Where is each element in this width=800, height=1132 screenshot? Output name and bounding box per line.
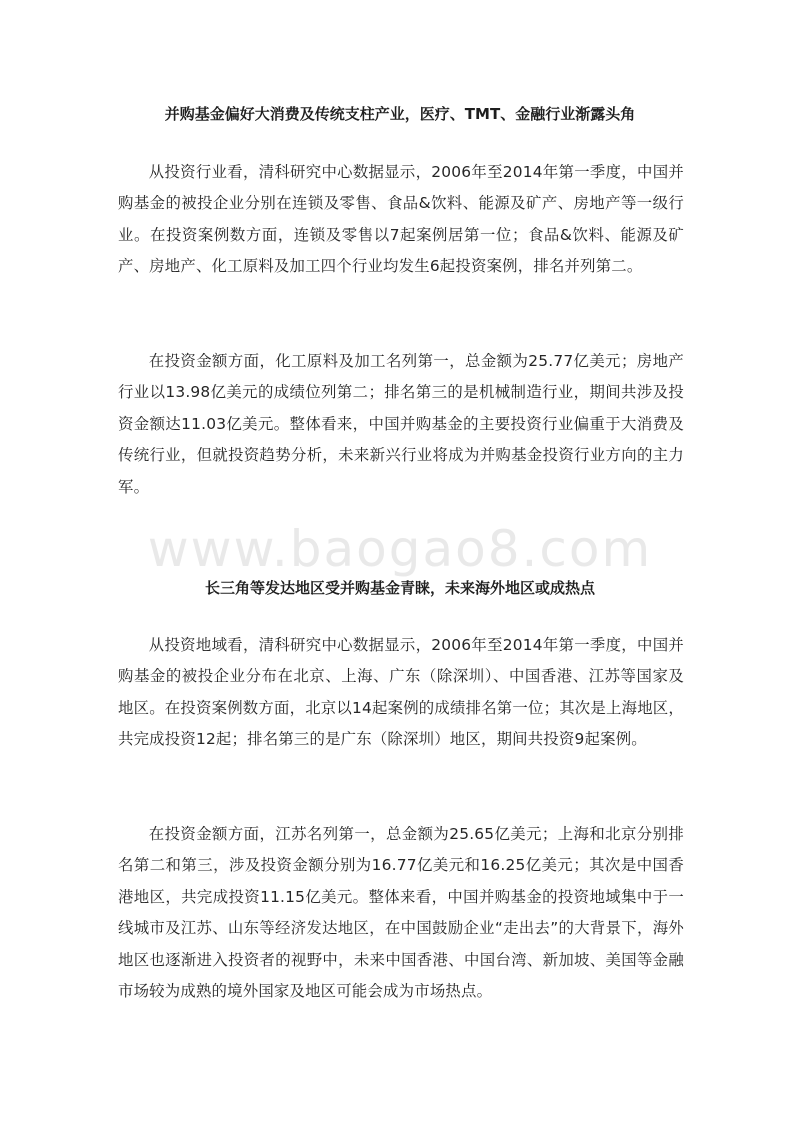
section-1-paragraph-2: 在投资金额方面，化工原料及加工名列第一，总金额为25.77亿美元；房地产行业以13.98亿美元的成绩位列第二；排名第三的是机械制造行业，期间共涉及投资金额达11.03亿美元。整体看来，中国并购基金的主要投资行业偏重于大消费及传统行业，但就投资趋势分析，未来新兴行业将成为并购基金投资行业方向的主力军。 xyxy=(118,352,684,496)
section-2-heading: 长三角等发达地区受并购基金青睐，未来海外地区或成热点 xyxy=(204,579,595,597)
section-1-heading: 并购基金偏好大消费及传统支柱产业，医疗、TMT、金融行业渐露头角 xyxy=(164,105,636,123)
section-2-paragraph-1: 从投资地域看，清科研究中心数据显示，2006年至2014年第一季度，中国并购基金的被投企业分布在北京、上海、广东（除深圳）、中国香港、江苏等国家及地区。在投资案例数方面，北京以14起案例的成绩排名第一位；其次是上海地区，共完成投资12起；排名第三的是广东（除深圳）地区，期间共投资9起案例。 xyxy=(118,636,685,749)
section-2-paragraph-2: 在投资金额方面，江苏名列第一，总金额为25.65亿美元；上海和北京分别排名第二和第三，涉及投资金额分别为16.77亿美元和16.25亿美元；其次是中国香港地区，共完成投资11.15亿美元。整体来看，中国并购基金的投资地域集中于一线城市及江苏、山东等经济发达地区，在中国鼓励企业“走出去”的大背景下，海外地区也逐渐进入投资者的视野中，未来中国香港、中国台湾、新加坡、美国等金融市场较为成熟的境外国家及地区可能会成为市场热点。 xyxy=(118,825,684,1001)
section-1-paragraph-1: 从投资行业看，清科研究中心数据显示，2006年至2014年第一季度，中国并购基金的被投企业分别在连锁及零售、食品&饮料、能源及矿产、房地产等一级行业。在投资案例数方面，连锁及零售以7起案例居第一位；食品&饮料、能源及矿产、房地产、化工原料及加工四个行业均发生6起投资案例，排名并列第二。 xyxy=(118,163,684,276)
watermark-text: www.baogao8.com xyxy=(147,520,653,578)
